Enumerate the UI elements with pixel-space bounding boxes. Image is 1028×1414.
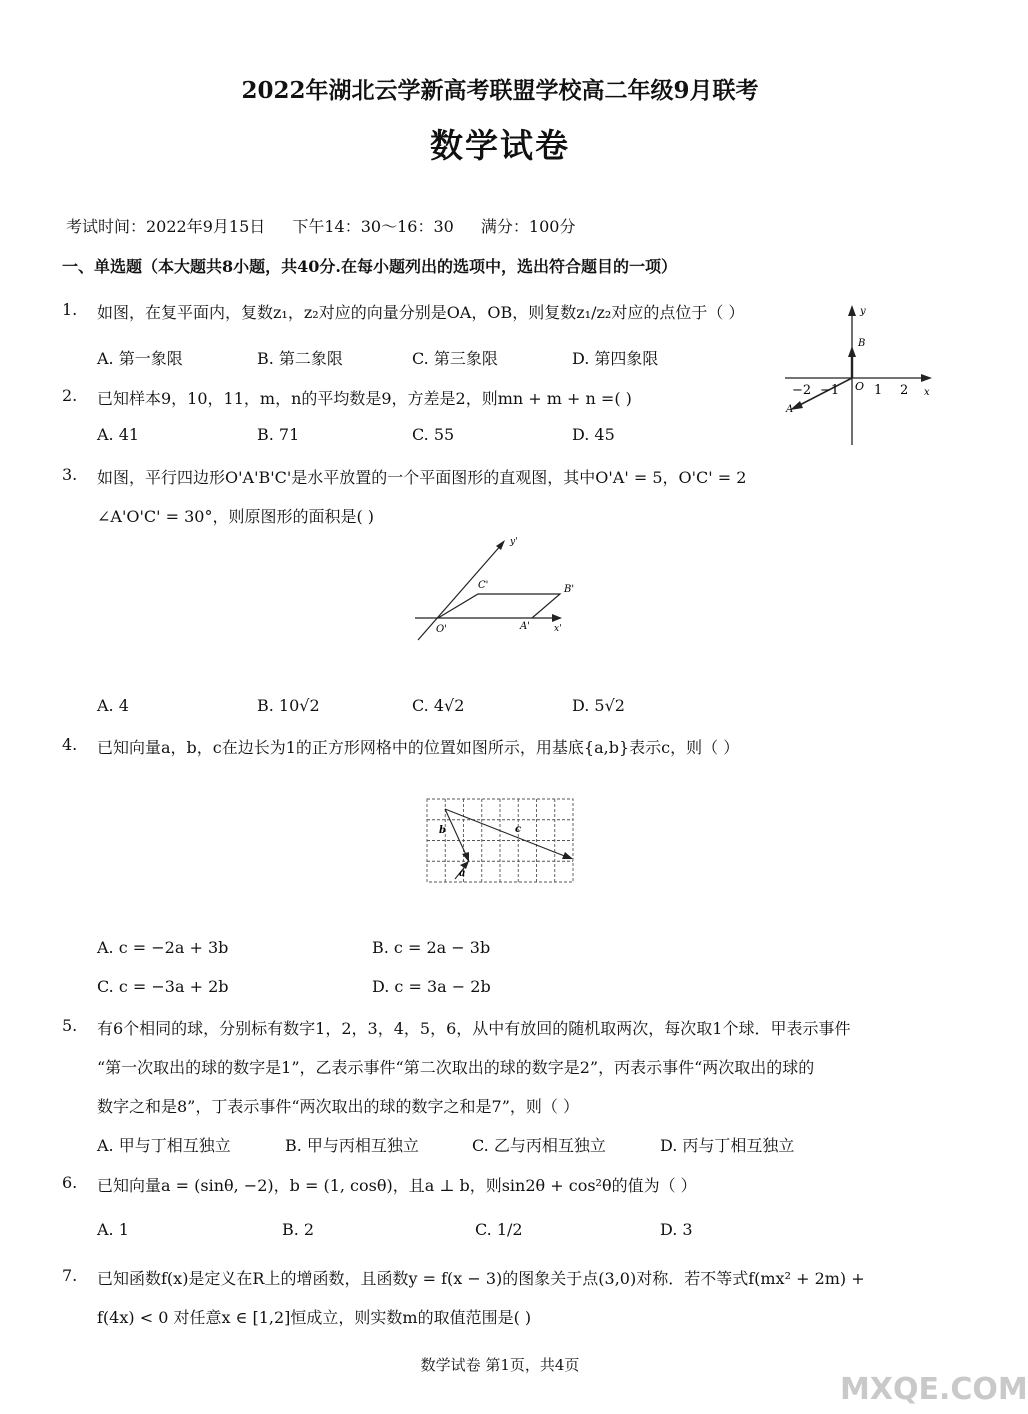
q1-origin-label: O <box>855 380 865 393</box>
q3-c-label: C' <box>478 580 489 591</box>
q1-tick-1: 1 <box>874 383 883 398</box>
q7-line-1: 已知函数f(x)是定义在R上的增函数，且函数y = f(x − 3)的图象关于点(3,0)对称．若不等式f(mx² + 2m) + <box>97 1269 865 1288</box>
q7-line-2: f(4x) < 0 对任意x ∈ [1,2]恒成立，则实数m的取值范围是( ) <box>97 1308 532 1327</box>
q7-number: 7. <box>62 1266 78 1285</box>
q3-o-label: O' <box>436 624 447 635</box>
exam-score: 满分：100分 <box>480 217 576 236</box>
q6-option-d: D. 3 <box>660 1220 693 1239</box>
q4-vector-b-label: b <box>439 825 446 836</box>
q3-option-c: C. 4√2 <box>412 696 465 715</box>
q3-x-label: x' <box>554 624 562 634</box>
exam-title: 2022年湖北云学新高考联盟学校高二年级9月联考 <box>241 77 759 104</box>
q5-option-d: D. 丙与丁相互独立 <box>660 1136 795 1155</box>
q4-option-d: D. c = 3a − 2b <box>372 977 491 996</box>
q3-option-b: B. 10√2 <box>257 696 320 715</box>
q1-tick-2: 2 <box>900 383 909 398</box>
q5-line-1: 有6个相同的球，分别标有数字1，2，3，4，5，6，从中有放回的随机取两次，每次取1个球．甲表示事件 <box>97 1019 851 1038</box>
q1-point-a-label: A <box>786 404 794 415</box>
q5-line-3: 数字之和是8”，丁表示事件“两次取出的球的数字之和是7”，则（ ） <box>97 1097 579 1116</box>
page-footer: 数学试卷 第1页，共4页 <box>420 1356 580 1374</box>
q4-option-c: C. c = −3a + 2b <box>97 977 229 996</box>
q1-option-c: C. 第三象限 <box>412 349 498 368</box>
q3-text: 如图，平行四边形O'A'B'C'是水平放置的一个平面图形的直观图，其中O'A' = 5，O'C' = 2 <box>97 468 747 487</box>
q1-x-label: x <box>924 387 930 398</box>
q5-option-b: B. 甲与丙相互独立 <box>285 1136 419 1155</box>
exam-time: 考试时间：2022年9月15日 <box>66 217 266 236</box>
q5-number: 5. <box>62 1016 78 1035</box>
q2-text: 已知样本9，10，11，m，n的平均数是9，方差是2，则mn + m + n =( ) <box>97 389 632 408</box>
section-heading: 一、单选题（本大题共8小题，共40分.在每小题列出的选项中，选出符合题目的一项） <box>62 257 677 276</box>
q2-number: 2. <box>62 386 78 405</box>
q1-tick-neg1: −1 <box>820 383 840 398</box>
q3-y-label: y' <box>510 537 518 547</box>
subject-title: 数学试卷 <box>430 126 570 165</box>
q1-number: 1. <box>62 300 78 319</box>
q6-number: 6. <box>62 1173 78 1192</box>
q4-grid-figure <box>425 797 575 884</box>
q4-text: 已知向量a，b，c在边长为1的正方形网格中的位置如图所示，用基底{a,b}表示c，则（ ） <box>97 738 740 757</box>
q1-option-d: D. 第四象限 <box>572 349 659 368</box>
q4-option-a: A. c = −2a + 3b <box>97 938 229 957</box>
q5-option-a: A. 甲与丁相互独立 <box>97 1136 231 1155</box>
q5-option-c: C. 乙与丙相互独立 <box>472 1136 606 1155</box>
q1-option-a: A. 第一象限 <box>97 349 183 368</box>
q4-option-b: B. c = 2a − 3b <box>372 938 491 957</box>
q3-option-d: D. 5√2 <box>572 696 625 715</box>
q1-tick-neg2: −2 <box>792 383 812 398</box>
q2-option-c: C. 55 <box>412 425 455 444</box>
exam-period: 下午14：30～16：30 <box>292 217 454 236</box>
q3-number: 3. <box>62 465 78 484</box>
q4-number: 4. <box>62 735 78 754</box>
q2-option-d: D. 45 <box>572 425 615 444</box>
q3-b-label: B' <box>564 584 575 595</box>
q4-vector-c-label: c <box>515 824 522 835</box>
q1-complex-plane-figure <box>780 300 940 450</box>
q6-option-a: A. 1 <box>97 1220 129 1239</box>
q1-option-b: B. 第二象限 <box>257 349 343 368</box>
q6-text: 已知向量a = (sinθ, −2)，b = (1, cosθ)，且a ⊥ b，则sin2θ + cos²θ的值为（ ） <box>97 1176 697 1195</box>
q2-option-a: A. 41 <box>97 425 140 444</box>
q3-option-a: A. 4 <box>97 696 129 715</box>
q6-option-b: B. 2 <box>282 1220 315 1239</box>
q6-option-c: C. 1/2 <box>475 1220 523 1239</box>
q4-vector-a-label: a <box>459 868 466 879</box>
exam-info <box>66 214 597 237</box>
q2-option-b: B. 71 <box>257 425 300 444</box>
q1-text: 如图，在复平面内，复数z₁，z₂对应的向量分别是OA，OB，则复数z₁/z₂对应的点位于（ ） <box>97 303 745 322</box>
watermark-text: MXQE.COM <box>840 1372 1028 1407</box>
q3-a-label: A' <box>520 621 530 632</box>
q3-parallelogram-figure <box>410 530 600 650</box>
q5-line-2: “第一次取出的球的数字是1”，乙表示事件“第二次取出的球的数字是2”，丙表示事件“两次取出的球的 <box>97 1058 815 1077</box>
q3-text-2: ∠A'O'C' = 30°，则原图形的面积是( ) <box>97 507 375 526</box>
q1-y-label: y <box>860 306 866 317</box>
q1-point-b-label: B <box>858 338 866 349</box>
